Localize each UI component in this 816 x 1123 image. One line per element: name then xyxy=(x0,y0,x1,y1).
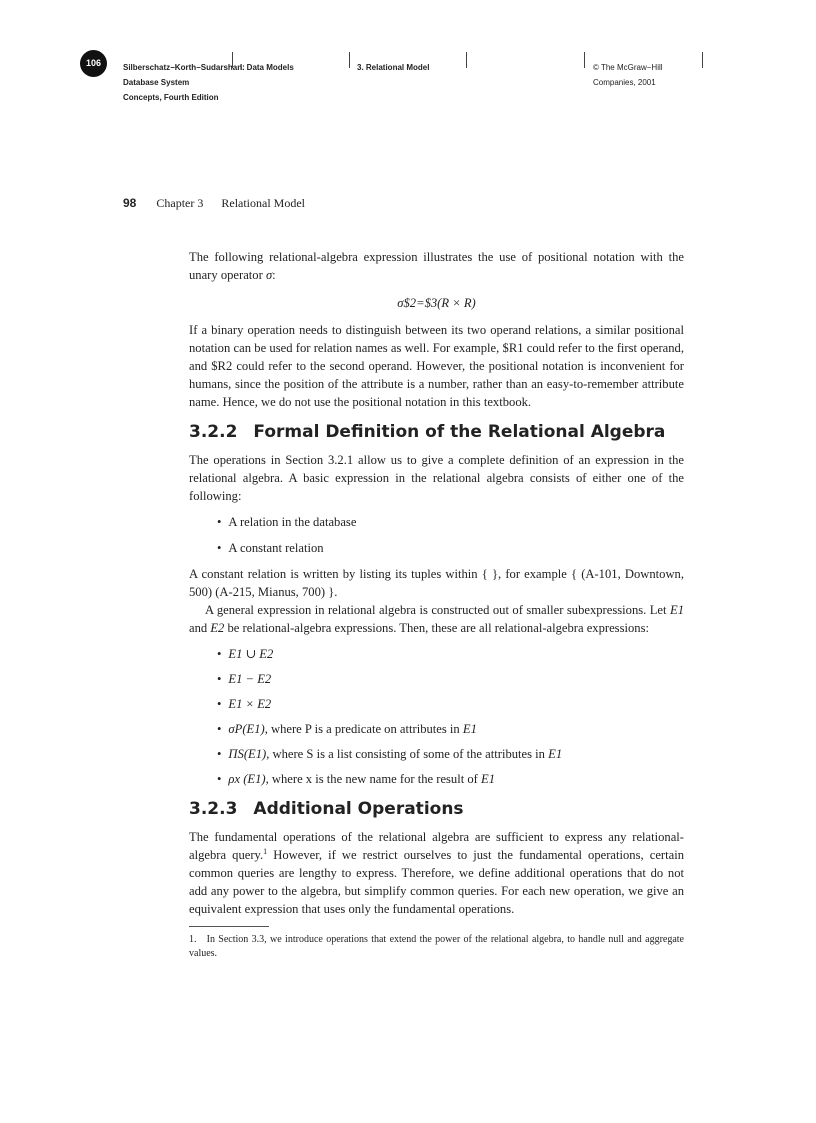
page-badge: 106 xyxy=(80,50,107,77)
footnote-reference: 1 xyxy=(263,846,268,856)
header-divider xyxy=(584,52,585,68)
section-number: 3.2.3 xyxy=(189,798,238,819)
section-number: 3.2.2 xyxy=(189,422,238,442)
section-title: Formal Definition of the Relational Algebra xyxy=(253,422,666,442)
constant-relation-paragraph: A constant relation is written by listing its tuples within { }, for example { (A-101, Downtown, 500) (A-215, Mianus, 700) }. xyxy=(189,566,684,599)
list-item: • ΠS(E1), where S is a list consisting of some of the attributes in E1 xyxy=(217,745,684,763)
formal-definition-intro: The operations in Section 3.2.1 allow us to give a complete definition of an expression in the relational algebra. A basic expression in the relational algebra consists of either one of the following: xyxy=(189,453,684,503)
sigma-symbol: σ xyxy=(265,268,273,282)
list-item: • ρx (E1), where x is the new name for the result of E1 xyxy=(217,770,684,788)
expression-list xyxy=(189,645,684,788)
footnote xyxy=(189,933,684,961)
book-title-line: Silberschatz−Korth−Sudarshan: xyxy=(123,63,245,72)
chapter-number-label: Chapter 3 xyxy=(156,196,204,210)
intro-paragraph: The following relational-algebra expression illustrates the use of positional notation with the unary operator σ: xyxy=(189,250,684,282)
list-item: • σP(E1), where P is a predicate on attributes in E1 xyxy=(217,720,684,738)
footnote-text: In Section 3.3, we introduce operations that extend the power of the relational algebra, to handle null and aggregate values. xyxy=(189,933,684,959)
chapter-label: 3. Relational Model xyxy=(357,63,430,72)
part-label: I. Data Models xyxy=(240,63,294,72)
list-item: • A relation in the database xyxy=(217,513,684,531)
publisher-block xyxy=(593,60,663,90)
footnote-marker: 1. xyxy=(189,933,197,945)
book-title-line: Database System xyxy=(123,78,190,87)
book-title-line: Concepts, Fourth Edition xyxy=(123,93,219,102)
display-formula: σ$2=$3(R × R) xyxy=(397,296,476,310)
header-divider xyxy=(349,52,350,68)
header-divider xyxy=(466,52,467,68)
general-expression-paragraph: A general expression in relational algebra is constructed out of smaller subexpressions. Let E1 and E2 be relational-algebra expressions. Then, these are all relational-algebra expressions: xyxy=(189,602,684,635)
running-head xyxy=(123,196,305,211)
list-item: • E1 × E2 xyxy=(217,695,684,713)
section-heading-3-2-3 xyxy=(189,798,684,820)
publisher-line: © The McGraw−Hill xyxy=(593,63,663,72)
chapter-title: Relational Model xyxy=(221,196,306,210)
list-item: • A constant relation xyxy=(217,539,684,557)
section-heading-3-2-2 xyxy=(189,421,684,443)
book-title-block xyxy=(123,60,245,105)
list-item: • E1 ∪ E2 xyxy=(217,645,684,663)
page-number: 98 xyxy=(123,196,137,210)
header-divider xyxy=(702,52,703,68)
page-body xyxy=(189,248,684,961)
basic-expression-list xyxy=(189,513,684,557)
publisher-line: Companies, 2001 xyxy=(593,78,656,87)
additional-operations-paragraph: The fundamental operations of the relational algebra are sufficient to express any relational-algebra query.$^1$ However, if we restrict ourselves to just the fundamental operations, certain common queries are lengthy to express. Therefore, we define additional operations that do not add any power to the algebra, but simplify common queries. For each new operation, we give an equivalent expression that uses only the fundamental operations. xyxy=(189,829,684,916)
list-item: • E1 − E2 xyxy=(217,670,684,688)
section-title: Additional Operations xyxy=(253,798,464,819)
footnote-divider xyxy=(189,926,269,927)
header-divider xyxy=(232,52,233,68)
positional-notation-paragraph: If a binary operation needs to distinguish between its two operand relations, a similar positional notation can be used for relation names as well. For example, $R1 could refer to the first operand, and $R2 could refer to the second operand. However, the positional notation is inconvenient for humans, since the position of the attribute is a number, rather than an easy-to-remember attribute name. Hence, we do not use the positional notation in this textbook. xyxy=(189,323,684,409)
